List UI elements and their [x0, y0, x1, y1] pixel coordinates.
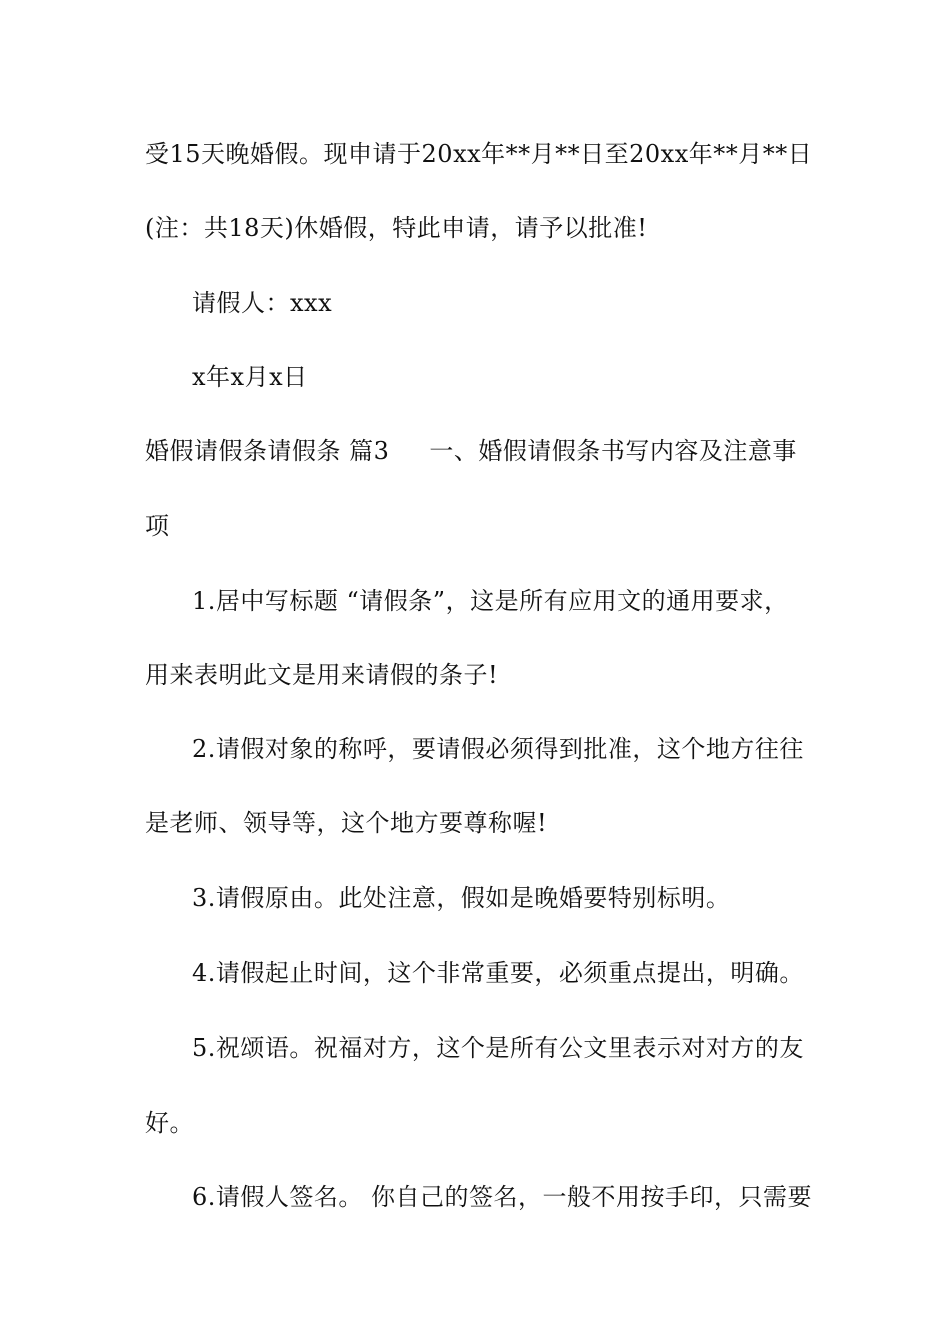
signature-date: x年x月x日 [192, 363, 308, 391]
body-line: 好。 [145, 1109, 194, 1137]
body-line: 用来表明此文是用来请假的条子! [145, 661, 499, 689]
body-line: (注：共18天)休婚假，特此申请，请予以批准! [145, 214, 648, 242]
body-line: 受15天晚婚假。现申请于20xx年**月**日至20xx年**月**日 [145, 140, 813, 168]
body-line: 是老师、领导等，这个地方要尊称喔! [145, 809, 548, 837]
list-item: 6.请假人签名。 你自己的签名，一般不用按手印，只需要 [192, 1183, 813, 1211]
section-subtitle: 一、婚假请假条书写内容及注意事 [429, 437, 797, 465]
list-item: 4.请假起止时间，这个非常重要，必须重点提出，明确。 [192, 959, 804, 987]
section-heading [145, 435, 810, 467]
list-item: 2.请假对象的称呼，要请假必须得到批准，这个地方往往 [192, 735, 804, 763]
list-item: 1.居中写标题 “请假条”，这是所有应用文的通用要求， [192, 587, 789, 615]
section-title: 婚假请假条请假条 篇3 [145, 437, 390, 465]
signature-name: 请假人：xxx [192, 289, 333, 317]
body-line: 项 [145, 512, 170, 540]
list-item: 3.请假原由。此处注意，假如是晚婚要特别标明。 [192, 884, 731, 912]
list-item: 5.祝颂语。祝福对方，这个是所有公文里表示对对方的友 [192, 1034, 804, 1062]
